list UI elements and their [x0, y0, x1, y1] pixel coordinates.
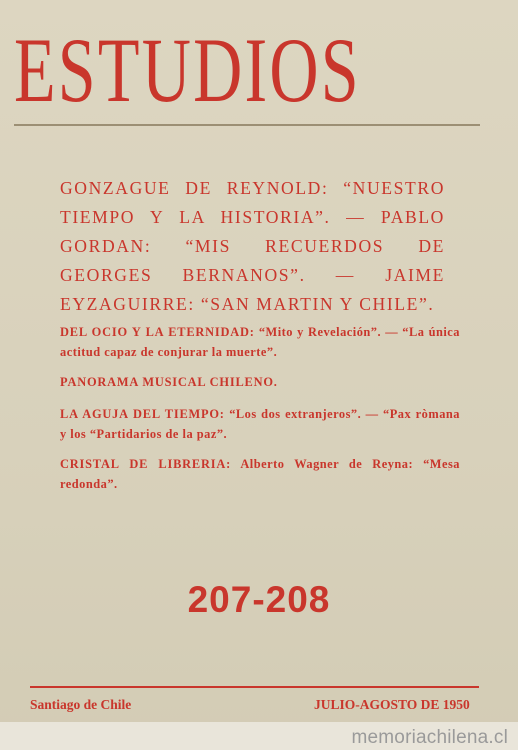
lead-contents: GONZAGUE DE REYNOLD: “NUESTRO TIEMPO Y LA HISTORIA”. — PABLO GORDAN: “MIS RECUERDOS DE GEORGES BERNANOS”. — JAIME EYZAGUIRRE: “SAN MARTIN Y CHILE”.	[60, 178, 445, 314]
section-aguja-del-tiempo	[60, 404, 460, 444]
section-body: Alberto Wagner de Reyna: “Mesa redonda”.	[60, 457, 461, 491]
section-heading: DEL OCIO Y LA ETERNIDAD:	[60, 325, 255, 339]
footer-date: JULIO-AGOSTO DE 1950	[314, 697, 470, 712]
bottom-divider	[30, 686, 479, 688]
issue-number: 207-208	[187, 579, 331, 620]
section-cristal-de-libreria	[60, 454, 460, 494]
watermark-text: memoriachilena.cl	[351, 727, 508, 748]
section-heading: CRISTAL DE LIBRERIA:	[60, 457, 232, 471]
masthead-title: ESTUDIOS	[14, 19, 361, 121]
section-heading: LA AGUJA DEL TIEMPO:	[60, 407, 225, 421]
section-heading: PANORAMA MUSICAL CHILENO.	[60, 375, 278, 389]
section-body: “Mito y Revelación”. — “La única actitud capaz de conjurar la muerte”.	[60, 325, 461, 359]
section-panorama-musical	[60, 372, 460, 392]
section-body: “Los dos extranjeros”. — “Pax ròmana y los “Partidarios de la paz”.	[60, 407, 460, 441]
top-divider	[14, 124, 480, 126]
section-del-ocio	[60, 322, 460, 362]
footer-place: Santiago de Chile	[30, 697, 132, 712]
